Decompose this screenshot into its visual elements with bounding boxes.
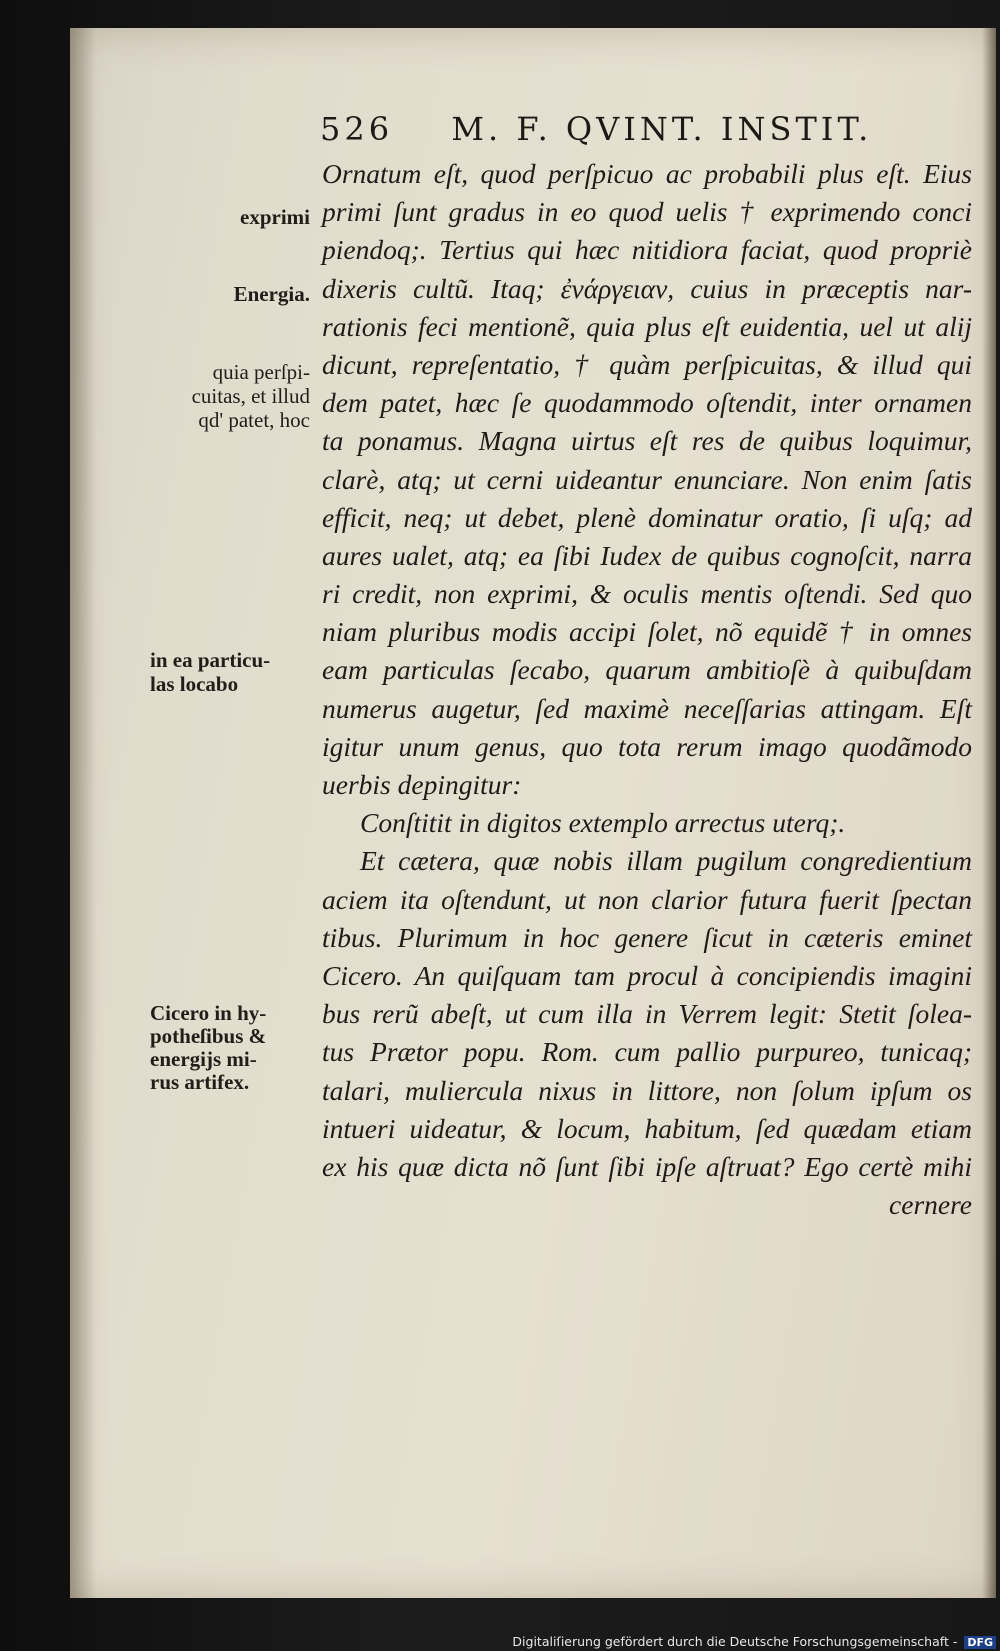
verse-quotation: Conſtitit in digitos extemplo arrectus uterq;. <box>360 807 846 839</box>
marginal-note-line: quia perſpi- <box>212 360 310 384</box>
text-line: Ornatum eſt, quod perſpicuo ac probabili plus eſt. Eius <box>322 158 972 189</box>
text-line: ta ponamus. Magna uirtus eſt res de quibus loquimur, <box>322 425 972 457</box>
text-line: talari, muliercula nixus in littore, non ſolum ipſum os <box>322 1074 972 1106</box>
marginal-note-line: las locabo <box>150 672 239 696</box>
marginal-note-line: energijs mi- <box>150 1047 257 1071</box>
marginal-note-line: potheſibus & <box>150 1024 267 1048</box>
marginal-note-cicero <box>150 1002 310 1094</box>
marginal-note-line: Energia. <box>233 282 310 306</box>
text-line: bus rerũ abeſt, ut cum illa in Verrem legit: Stetit ſolea- <box>322 998 972 1030</box>
text-line: tibus. Plurimum in hoc genere ſicut in cæteris eminet <box>322 921 972 953</box>
text-line: dixeris cultũ. Itaq; ἐνάργειαν, cuius in præceptis nar- <box>322 272 972 304</box>
marginal-note-line: qd' patet, hoc <box>198 408 310 432</box>
marginal-note-line: cuitas, et illud <box>191 384 310 408</box>
marginal-note-line: exprimi <box>240 205 310 229</box>
text-line: numerus augetur, ſed maximè neceſſarias attingam. Eſt <box>322 692 972 724</box>
page-number: 526 <box>320 110 394 148</box>
marginal-note-line: rus artifex. <box>150 1070 250 1094</box>
text-line: intueri uideatur, & locum, habitum, ſed quædam etiam <box>322 1112 972 1144</box>
running-head <box>320 110 872 148</box>
text-line: piendoq;. Tertius qui hæc nitidiora faciat, quod propriè <box>322 234 972 266</box>
text-line: Et cætera, quæ nobis illam pugilum congredientium <box>360 845 972 877</box>
text-line: tus Prætor popu. Rom. cum pallio purpureo, tunicaq; <box>322 1036 972 1068</box>
text-line: eam particulas ſecabo, quarum ambitioſè à quibuſdam <box>322 654 972 686</box>
text-line: niam pluribus modis accipi ſolet, nõ equidẽ † in omnes <box>322 616 972 648</box>
dfg-logo: DFG <box>964 1636 996 1649</box>
text-line: aciem ita oſtendunt, ut non clarior futura fuerit ſpectan <box>322 883 972 915</box>
text-line: ri credit, non exprimi, & oculis mentis oſtendi. Sed quo <box>322 578 972 610</box>
catchword: cernere <box>889 1189 972 1221</box>
credit-text: Digitaliſierung gefördert durch die Deutsche Forschungsgemeinschaft - <box>512 1634 958 1649</box>
text-line: aures ualet, atq; ea ſibi Iudex de quibus cognoſcit, narra <box>322 539 972 571</box>
text-line: rationis feci mentionẽ, quia plus eſt euidentia, uel ut alij <box>322 310 972 342</box>
marginal-note-line: Cicero in hy- <box>150 1001 267 1025</box>
marginal-note-particulas <box>150 648 310 696</box>
text-line: ex his quæ dicta nõ ſunt ſibi ipſe aſtruat? Ego certè mihi <box>322 1150 972 1182</box>
main-text <box>322 155 972 1224</box>
digitization-credit <box>512 1634 996 1649</box>
marginal-note-quia <box>150 360 310 432</box>
marginal-note-energia <box>150 282 310 306</box>
text-line: Cicero. An quiſquam tam procul à concipiendis imagini <box>322 959 972 991</box>
text-line: dem patet, hæc ſe quodammodo oſtendit, inter ornamen <box>322 387 972 419</box>
text-line: igitur unum genus, quo tota rerum imago quodãmodo <box>322 730 972 762</box>
marginal-note-exprimi <box>150 205 310 229</box>
marginal-note-line: in ea particu- <box>150 648 271 672</box>
text-line: uerbis depingitur: <box>322 769 522 800</box>
text-line: dicunt, repreſentatio, † quàm perſpicuitas, & illud qui <box>322 348 972 380</box>
text-line: clarè, atq; ut cerni uideantur enunciare. Non enim ſatis <box>322 463 972 495</box>
book-title: M. F. QVINT. INSTIT. <box>451 110 873 148</box>
text-line: primi ſunt gradus in eo quod uelis † exprimendo conci <box>322 196 972 228</box>
text-line: efficit, neq; ut debet, plenè dominatur oratio, ſi uſq; ad <box>322 501 972 533</box>
